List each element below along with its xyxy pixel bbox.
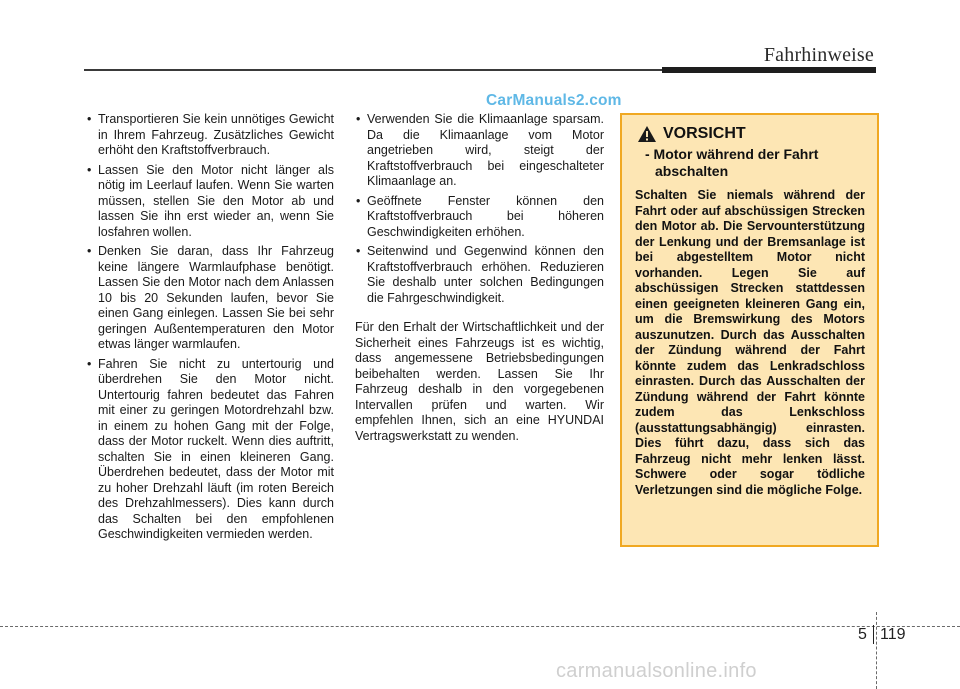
caution-subtitle: - Motor während der Fahrt abschalten xyxy=(645,146,819,179)
list-item: • Verwenden Sie die Klimaanlage sparsam. Da die Klimaanlage vom Motor angetrieben wird, steigt der Kraftstoffverbrauch bei eingeschalteter Klimaanlage an. xyxy=(355,112,604,190)
caution-header xyxy=(635,125,865,143)
watermark-top: CarManuals2.com xyxy=(486,92,622,109)
left-bullet-list xyxy=(86,112,334,543)
page-header-title: Fahrhinweise xyxy=(763,44,874,66)
footer-page-number: 119 xyxy=(880,626,906,643)
left-column xyxy=(86,112,334,547)
list-item: • Fahren Sie nicht zu untertourig und überdrehen Sie den Motor nicht. Untertourig fahren bedeutet das Fahren mit einer zu geringen Motordrehzahl bzw. in einem zu hohen Gang mit der Folge, dass der Motor ruckelt. Wenn dies auftritt, schalten Sie in einen kleineren Gang. Überdrehen bedeutet, dass der Motor mit zu hoher Drehzahl läuft (im roten Bereich des Drehzahlmessers). Dies kann durch das Schalten bei den empfohlenen Geschwindigkeiten vermieden werden. xyxy=(86,357,334,543)
list-item: • Geöffnete Fenster können den Kraftstoffverbrauch bei höheren Geschwindigkeiten erhöhen. xyxy=(355,194,604,241)
footer-separator xyxy=(873,625,874,644)
footer-rule xyxy=(0,626,960,627)
caution-title: VORSICHT xyxy=(663,125,746,142)
middle-bullet-list xyxy=(355,112,604,306)
list-item: • Transportieren Sie kein unnötiges Gewicht in Ihrem Fahrzeug. Zusätzliches Gewicht erhöht den Kraftstoffverbrauch. xyxy=(86,112,334,159)
footer-chapter-number: 5 xyxy=(858,626,867,643)
footer-crop-line xyxy=(876,612,877,689)
maintenance-paragraph: Für den Erhalt der Wirtschaftlichkeit und der Sicherheit eines Fahrzeugs ist es wichtig, dass angemessene Betriebsbedingungen beibehalten werden. Lassen Sie Ihr Fahrzeug deshalb in den vorgegebenen Intervallen prüfen und warten. Wir empfehlen Ihnen, sich an eine HYUNDAI Vertragswerkstatt zu wenden. xyxy=(355,320,604,443)
middle-column xyxy=(355,112,604,444)
caution-box xyxy=(620,113,879,547)
header-rule-thick xyxy=(662,67,876,73)
caution-body: Schalten Sie niemals während der Fahrt oder auf abschüssigen Strecken den Motor ab. Die Servounterstützung der Lenkung und der Bremsanlage ist bei abgestelltem Motor nicht vorhanden. Legen Sie auf abschüssigen Strecken stattdessen einen geeigneten kleineren Gang ein, um die Bremswirkung des Motors auszunutzen. Durch das Ausschalten der Zündung während der Fahrt könnte zudem das Lenkradschloss einrasten. Durch das Ausschalten der Zündung während der Fahrt könnte zudem das Lenkschloss (ausstattungsabhängig) einrasten. Dies führt dazu, dass sich das Fahrzeug nicht mehr lenken lässt. Schwere oder sogar tödliche Verletzungen sind die mögliche Folge. xyxy=(635,188,865,497)
list-item: • Seitenwind und Gegenwind können den Kraftstoffverbrauch erhöhen. Reduzieren Sie deshalb unter solchen Bedingungen die Fahrgeschwindigkeit. xyxy=(355,244,604,306)
list-item: • Lassen Sie den Motor nicht länger als nötig im Leerlauf laufen. Wenn Sie warten müssen, stellen Sie den Motor ab und lassen Sie ihn erst wieder an, wenn Sie losfahren wollen. xyxy=(86,163,334,241)
header-rule-thin xyxy=(84,69,662,71)
watermark-bottom: carmanualsonline.info xyxy=(556,660,757,682)
warning-triangle-icon xyxy=(637,125,657,143)
list-item: • Denken Sie daran, dass Ihr Fahrzeug keine längere Warmlaufphase benötigt. Lassen Sie den Motor nach dem Anlassen 10 bis 20 Sekunden laufen, bevor Sie einen Gang einlegen. Lassen Sie bei sehr geringen Außentemperaturen den Motor etwas länger warmlaufen. xyxy=(86,244,334,353)
